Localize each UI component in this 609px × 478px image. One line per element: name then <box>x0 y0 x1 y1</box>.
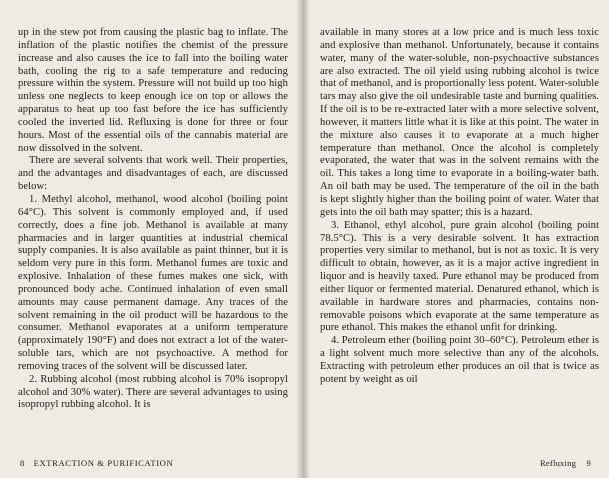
paragraph: 1. Methyl alcohol, methanol, wood alcohol (boiling point 64°C). This solvent is commonly employed and, if used correctly, does a fine job. Methanol is available at many pharmacies and in larger quantities at industrial chemical supply companies. It is also available as paint thinner, but it is seldom very pure in this form. Methanol fumes are toxic and explosive. Inhalation of these fumes makes one sick, with pronounced body ache. Continued inhalation of even small amounts may cause permanent damage. Any traces of the solvent remaining in the oil product will be hazardous to the consumer. Methanol evaporates at a uniform temperature (approximately 190°F) and does not extract a lot of the water-soluble tars, which are not psychoactive. A method for removing traces of the solvent will be discussed later. <box>18 193 288 372</box>
paragraph: 4. Petroleum ether (boiling point 30–60°C). Petroleum ether is a light solvent much more selective than any of the alcohols. Extracting with petroleum ether produces an oil that is twice as potent by weight as oil <box>320 335 600 385</box>
page-number: 8 <box>20 458 25 468</box>
running-head: Refluxing <box>539 458 577 468</box>
left-page-footer <box>20 458 173 468</box>
paragraph: up in the stew pot from causing the plastic bag to inflate. The inflation of the plastic notifies the chemist of the pressure increase and also causes the ice to fall into the boiling water bath, cooling the rig to a safe temperature and reducing pressure within the system. Pressure will not build up too high unless one neglects to keep enough ice on top or allows the apparatus to heat up too fast before the ice has sufficiently cooled the inverted lid. Refluxing is done for three or four hours. Most of the essential oils of the cannabis material are now dissolved in the solvent. <box>18 27 288 154</box>
page-number: 9 <box>586 458 591 468</box>
left-page-body <box>18 27 288 412</box>
paragraph: 3. Ethanol, ethyl alcohol, pure grain alcohol (boiling point 78.5°C). This is a very desirable solvent. It has extraction properties very similar to methanol, but is not as toxic. It is very difficult to obtain, however, as it is a major active ingredient in liquor and is heavily taxed. Pure ethanol may be produced from either liquor or fermented material. Denatured ethanol, which is available in hardware stores and pharmacies, contains non-removable poisons which evaporate at the same temperature as pure ethanol. This makes the ethanol unfit for drinking. <box>320 219 599 334</box>
paragraph: available in many stores at a low price and is much less toxic and explosive than methanol. Unfortunately, because it contains water, many of the water-soluble, non-psychoactive substances are also extracted. The oil yield using rubbing alcohol is twice that of methanol, and is proportionally less potent. Water-soluble tars may also give the oil undesirable taste and burning qualities. If the oil is to be re-extracted later with a more selective solvent, however, it matters little what it is like at this point. The water in the mixture also causes it to evaporate at a much higher temperature than methanol. Once the alcohol is completely evaporated, the water that was in the solvent remains with the oil. This takes a long time to evaporate in a boiling-water bath. An oil bath may be used. The temperature of the oil in the bath is kept slightly higher than the boiling point of water. Water that gets into the oil bath may spatter; this is a hazard. <box>320 27 599 218</box>
left-page <box>0 0 302 478</box>
right-page-body <box>320 27 599 387</box>
right-page-footer <box>540 458 591 468</box>
paragraph: There are several solvents that work well. Their properties, and the advantages and disadvantages of each, are discussed below: <box>18 155 288 193</box>
right-page <box>302 0 609 478</box>
paragraph: 2. Rubbing alcohol (most rubbing alcohol is 70% isopropyl alcohol and 30% water). There are several advantages to using isopropyl rubbing alcohol. It is <box>18 373 288 411</box>
running-head: EXTRACTION & PURIFICATION <box>33 458 174 468</box>
